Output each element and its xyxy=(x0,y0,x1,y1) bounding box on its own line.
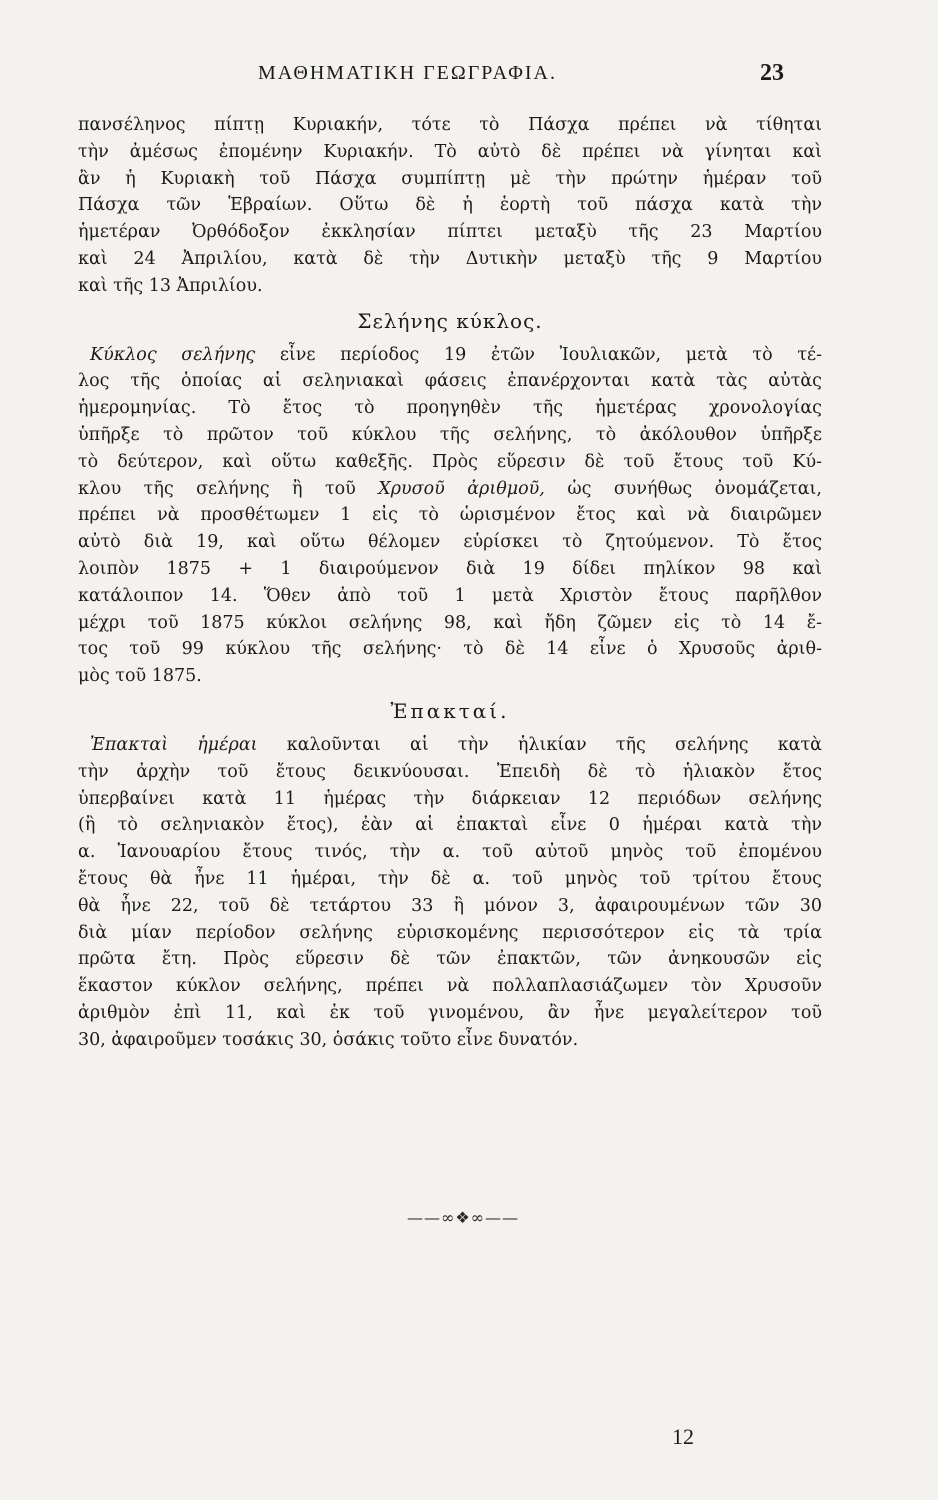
text-span: καλοῦνται αἱ τὴν ἡλικίαν τῆς σελήνης κατὰ xyxy=(286,734,822,755)
text-line: ἂν ἡ Κυριακὴ τοῦ Πάσχα συμπίπτῃ μὲ τὴν πρώτην ἡμέραν τοῦ xyxy=(78,168,822,189)
text-line xyxy=(78,342,822,369)
text-line: ὑπῆρξε τὸ πρῶτον τοῦ κύκλου τῆς σελήνης, τὸ ἀκόλουθον ὑπῆρξε xyxy=(78,424,822,445)
text-line: κατάλοιπον 14. Ὅθεν ἀπὸ τοῦ 1 μετὰ Χριστὸν ἔτους παρῆλθον xyxy=(78,585,822,606)
page-body xyxy=(78,112,822,1054)
text-line: αὐτὸ διὰ 19, καὶ οὕτω θέλομεν εὑρίσκει τὸ ζητούμενον. Τὸ ἔτος xyxy=(78,532,822,553)
text-line: (ἢ τὸ σεληνιακὸν ἔτος), ἐὰν αἱ ἐπακταὶ εἶνε 0 ἡμέραι κατὰ τὴν xyxy=(78,815,822,836)
text-line: λος τῆς ὁποίας αἱ σεληνιακαὶ φάσεις ἐπανέρχονται κατὰ τὰς αὐτὰς xyxy=(78,371,822,392)
text-line: πρῶτα ἔτη. Πρὸς εὕρεσιν δὲ τῶν ἐπακτῶν, τῶν ἀνηκουσῶν εἰς xyxy=(78,949,822,970)
golden-number-term: Χρυσοῦ ἀριθμοῦ, xyxy=(378,478,545,499)
text-line: θὰ ἦνε 22, τοῦ δὲ τετάρτου 33 ἢ μόνον 3, ἀφαιρουμένων τῶν 30 xyxy=(78,895,822,916)
text-line: ὑπερβαίνει κατὰ 11 ἡμέρας τὴν διάρκειαν 12 περιόδων σελήνης xyxy=(78,788,822,809)
text-line: πρέπει νὰ προσθέτωμεν 1 εἰς τὸ ὡρισμένον ἔτος καὶ νὰ διαιρῶμεν xyxy=(78,505,822,526)
text-line: καὶ τῆς 13 Ἀπριλίου. xyxy=(78,275,263,296)
page-header xyxy=(0,62,938,92)
text-line: τὴν ἀρχὴν τοῦ ἔτους δεικνύουσαι. Ἐπειδὴ δὲ τὸ ἡλιακὸν ἔτος xyxy=(78,761,822,782)
text-line: τος τοῦ 99 κύκλου τῆς σελήνης· τὸ δὲ 14 εἶνε ὁ Χρυσοῦς ἀριθ- xyxy=(78,639,822,660)
text-line: μὸς τοῦ 1875. xyxy=(78,666,202,687)
text-line xyxy=(78,732,822,759)
ornament-divider: ——∞❖∞—— xyxy=(407,1208,519,1227)
signature-mark: 12 xyxy=(672,1424,694,1449)
text-line: ἡμετέραν Ὀρθόδοξον ἐκκλησίαν πίπτει μεταξὺ τῆς 23 Μαρτίου xyxy=(78,222,822,243)
section-heading-epacts: Ἐπακταί. xyxy=(390,698,510,723)
paragraph-epacts xyxy=(78,732,822,1054)
text-line: τὴν ἀμέσως ἐπομένην Κυριακήν. Τὸ αὐτὸ δὲ πρέπει νὰ γίνηται καὶ xyxy=(78,141,822,162)
text-line: α. Ἰανουαρίου ἔτους τινός, τὴν α. τοῦ αὐτοῦ μηνὸς τοῦ ἐπομένου xyxy=(78,842,822,863)
text-line: διὰ μίαν περίοδον σελήνης εὑρισκομένης περισσότερον εἰς τὰ τρία xyxy=(78,922,822,943)
text-line: καὶ 24 Ἀπριλίου, κατὰ δὲ τὴν Δυτικὴν μεταξὺ τῆς 9 Μαρτίου xyxy=(78,248,822,269)
text-line: ἡμερομηνίας. Τὸ ἔτος τὸ προηγηθὲν τῆς ἡμετέρας χρονολογίας xyxy=(78,398,822,419)
text-line: 30, ἀφαιροῦμεν τοσάκις 30, ὁσάκις τοῦτο εἶνε δυνατόν. xyxy=(78,1029,579,1050)
section-heading-lunar-cycle: Σελήνης κύκλος. xyxy=(357,308,543,333)
text-line: τὸ δεύτερον, καὶ οὕτω καθεξῆς. Πρὸς εὕρεσιν δὲ τοῦ ἔτους τοῦ Κύ- xyxy=(78,451,822,472)
text-line: ἔτους θὰ ἦνε 11 ἡμέραι, τὴν δὲ α. τοῦ μηνὸς τοῦ τρίτου ἔτους xyxy=(78,868,822,889)
text-line: λοιπὸν 1875 + 1 διαιρούμενον διὰ 19 δίδει πηλίκον 98 καὶ xyxy=(78,558,822,579)
text-line: πανσέληνος πίπτῃ Κυριακήν, τότε τὸ Πάσχα πρέπει νὰ τίθηται xyxy=(78,115,822,135)
text-line: ἀριθμὸν ἐπὶ 11, καὶ ἐκ τοῦ γινομένου, ἂν ἦνε μεγαλείτερον τοῦ xyxy=(78,1002,822,1023)
text-line xyxy=(78,476,822,503)
page-number: 23 xyxy=(760,60,784,86)
text-span: ὡς συνήθως ὀνομάζεται, xyxy=(567,478,822,499)
lead-term: Ἐπακταὶ ἡμέραι xyxy=(90,734,258,755)
paragraph-easter-rule xyxy=(78,112,822,300)
running-title: ΜΑΘΗΜΑΤΙΚΗ ΓΕΩΓΡΑΦΙΑ. xyxy=(258,62,557,84)
text-line: Πάσχα τῶν Ἑβραίων. Οὕτω δὲ ἡ ἑορτὴ τοῦ πάσχα κατὰ τὴν xyxy=(78,195,822,216)
paragraph-lunar-cycle xyxy=(78,342,822,690)
text-span: εἶνε περίοδος 19 ἐτῶν Ἰουλιακῶν, μετὰ τὸ τέ- xyxy=(279,344,823,365)
lead-term: Κύκλος σελήνης xyxy=(90,344,256,365)
text-span: κλου τῆς σελήνης ἢ τοῦ xyxy=(78,478,356,499)
text-line: μέχρι τοῦ 1875 κύκλοι σελήνης 98, καὶ ἤδη ζῶμεν εἰς τὸ 14 ἔ- xyxy=(78,612,822,633)
text-line: ἕκαστον κύκλον σελήνης, πρέπει νὰ πολλαπλασιάζωμεν τὸν Χρυσοῦν xyxy=(78,976,822,997)
